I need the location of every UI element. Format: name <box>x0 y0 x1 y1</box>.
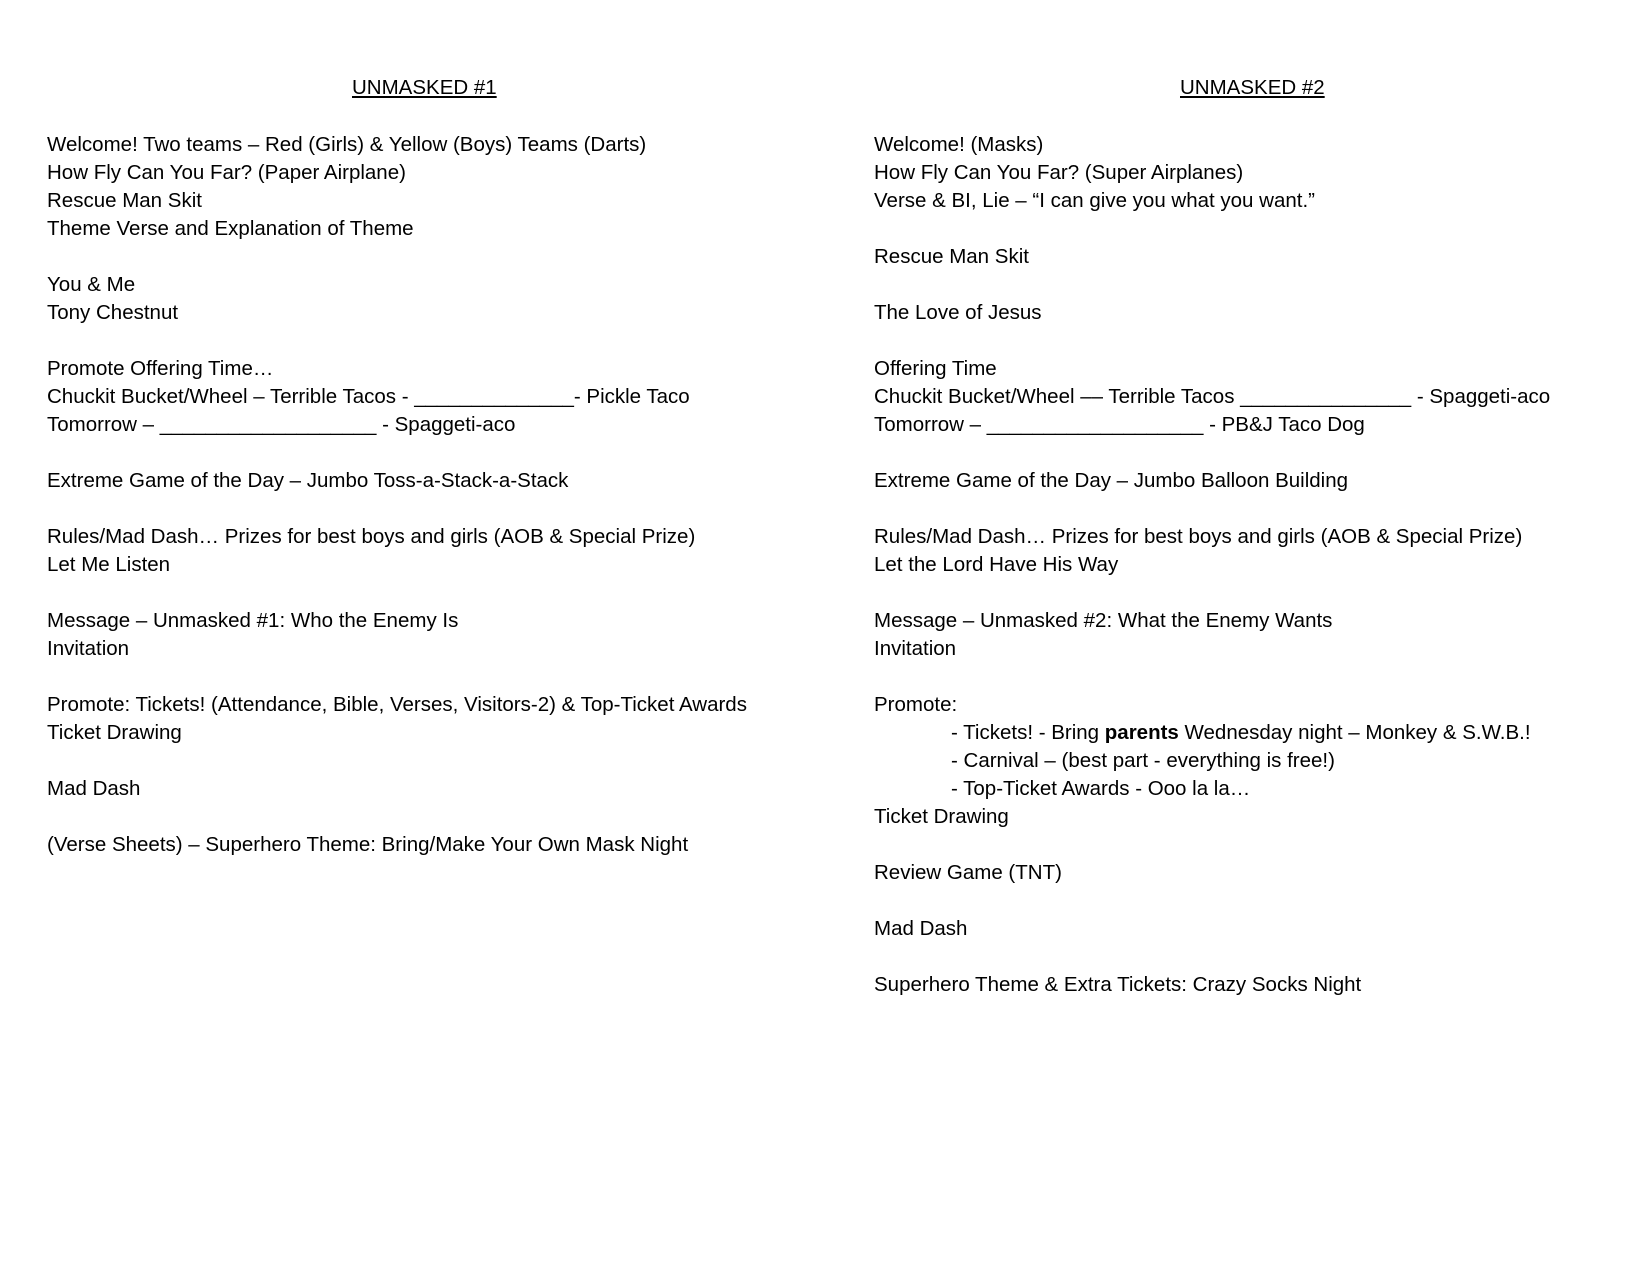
left-line-airplane: How Fly Can You Far? (Paper Airplane) <box>47 161 406 184</box>
right-line-welcome: Welcome! (Masks) <box>874 133 1044 156</box>
right-line-offering: Offering Time <box>874 357 997 380</box>
left-line-promote: Promote: Tickets! (Attendance, Bible, Verses, Visitors-2) & Top-Ticket Awards <box>47 693 747 716</box>
right-line-chuckit: Chuckit Bucket/Wheel –– Terrible Tacos _______________ - Spaggeti-aco <box>874 385 1551 408</box>
left-line-offering: Promote Offering Time… <box>47 357 274 380</box>
left-line-theme-verse: Theme Verse and Explanation of Theme <box>47 217 414 240</box>
right-line-message: Message – Unmasked #2: What the Enemy Wants <box>874 609 1333 632</box>
left-line-you-and-me: You & Me <box>47 273 136 296</box>
right-line-song: Let the Lord Have His Way <box>874 553 1119 576</box>
right-line-extreme-game: Extreme Game of the Day – Jumbo Balloon Building <box>874 469 1349 492</box>
left-line-extreme-game: Extreme Game of the Day – Jumbo Toss-a-Stack-a-Stack <box>47 469 569 492</box>
right-line-promote-tickets <box>951 719 1531 747</box>
right-line-love-of-jesus: The Love of Jesus <box>874 301 1042 324</box>
right-line-rescue-skit: Rescue Man Skit <box>874 245 1029 268</box>
left-line-tomorrow: Tomorrow – ___________________ - Spaggeti-aco <box>47 413 516 436</box>
right-title: UNMASKED #2 <box>1180 76 1325 99</box>
right-line-review-game: Review Game (TNT) <box>874 861 1062 884</box>
left-line-rescue-skit: Rescue Man Skit <box>47 189 202 212</box>
promote-tickets-bold: parents <box>1104 721 1179 744</box>
right-line-verse-lie: Verse & BI, Lie – “I can give you what you want.” <box>874 189 1315 212</box>
left-line-message: Message – Unmasked #1: Who the Enemy Is <box>47 609 459 632</box>
promote-tickets-suffix: Wednesday night – Monkey & S.W.B.! <box>1178 721 1531 744</box>
right-line-promote-carnival: - Carnival – (best part - everything is free!) <box>951 749 1335 772</box>
right-line-mad-dash: Mad Dash <box>874 917 968 940</box>
right-line-invitation: Invitation <box>874 637 957 660</box>
left-line-chuckit: Chuckit Bucket/Wheel – Terrible Tacos - ______________- Pickle Taco <box>47 385 690 408</box>
left-line-invitation: Invitation <box>47 637 130 660</box>
left-line-mad-dash: Mad Dash <box>47 777 141 800</box>
right-line-promote-awards: - Top-Ticket Awards - Ooo la la… <box>951 777 1251 800</box>
right-line-superhero-theme: Superhero Theme & Extra Tickets: Crazy Socks Night <box>874 973 1362 996</box>
left-line-ticket-drawing: Ticket Drawing <box>47 721 182 744</box>
right-line-airplanes: How Fly Can You Far? (Super Airplanes) <box>874 161 1244 184</box>
promote-tickets-prefix: - Tickets! - Bring <box>951 721 1105 744</box>
right-line-ticket-drawing: Ticket Drawing <box>874 805 1009 828</box>
right-line-rules: Rules/Mad Dash… Prizes for best boys and girls (AOB & Special Prize) <box>874 525 1523 548</box>
left-line-verse-sheets: (Verse Sheets) – Superhero Theme: Bring/Make Your Own Mask Night <box>47 833 689 856</box>
left-line-tony-chestnut: Tony Chestnut <box>47 301 179 324</box>
left-title: UNMASKED #1 <box>352 76 497 99</box>
left-line-song: Let Me Listen <box>47 553 171 576</box>
left-line-rules: Rules/Mad Dash… Prizes for best boys and girls (AOB & Special Prize) <box>47 525 696 548</box>
right-line-promote: Promote: <box>874 693 958 716</box>
left-line-welcome: Welcome! Two teams – Red (Girls) & Yellow (Boys) Teams (Darts) <box>47 133 647 156</box>
right-line-tomorrow: Tomorrow – ___________________ - PB&J Taco Dog <box>874 413 1365 436</box>
